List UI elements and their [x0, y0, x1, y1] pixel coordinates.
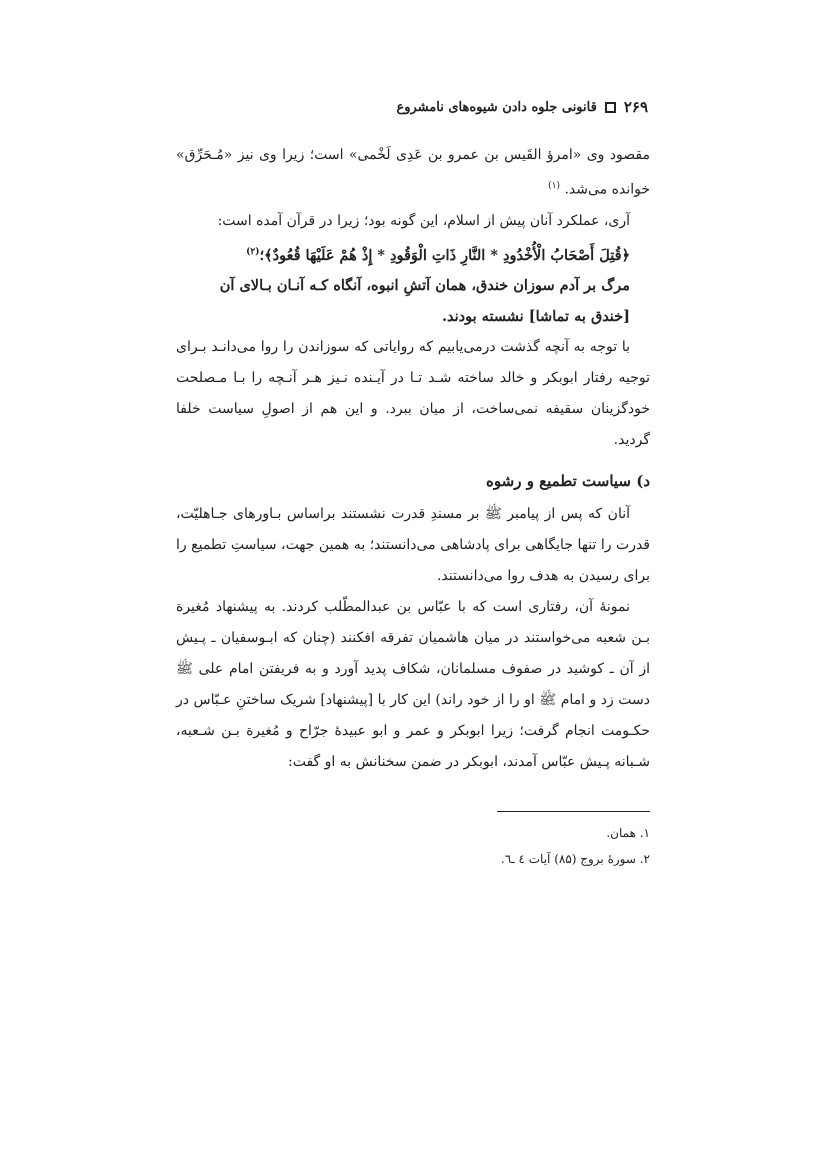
- footnote-ref: (۱): [548, 181, 561, 191]
- footnote: ۲. سورهٔ بروج (۸۵) آیات ٤ ـ٦.: [500, 852, 650, 866]
- paragraph: نمونهٔ آن، رفتاری است که با عبّاس بن عبدالمطّلب کردند. به پیشنهاد مُغیرة بـن شعبه می‌خواستند در میان هاشمیان تفرقه افکنند (چنان که ابـوسفیان ـ پـیش از آن ـ کوشید در صفوف مسلمانان، شکاف پدید آورد و به فریفتن امام علی ﷺ دست زد و امام ﷺ او را از خود راند) این کار با [پیشنهاد] شریک ساختنِ عـبّاس در حکـومت انجام گرفت؛ زیرا ابوبکر و عمر و ابو عبیدهٔ جرّاح و مُغیرة بـن شـعبه، شـبانه پـیش عبّاس آمدند، ابوبکر در ضمن سخنانش به او گفت:: [176, 599, 650, 771]
- page-number: ۲۶۹: [623, 98, 648, 116]
- quran-verse-text: ﴿قُتِلَ أَصْحَابُ الْأُخْدُودِ * النَّارِ ذَاتِ الْوَقُودِ * إِذْ هُمْ عَلَيْهَا قُعُودٌ﴾؛: [259, 246, 630, 264]
- square-box-icon: [605, 102, 616, 113]
- paragraph: آنان که پس از پیامبر ﷺ بر مسندِ قدرت نشستند براساس بـاورهای جـاهلیّت، قدرت را تنها جایگاهی برای پادشاهی می‌دانستند؛ به همین جهت، سیاستِ تطمیع را برای رسیدن به هدف روا می‌دانستند.: [176, 506, 650, 585]
- section-heading: د) سیاست تطمیع و رشوه: [486, 472, 650, 491]
- footnote-divider: [497, 811, 650, 812]
- footnote: ۱. همان.: [606, 826, 650, 840]
- paragraph-text: مقصود وی «امرؤ القَیس بن عمرو بن عَدِی لَخْمی» است؛ زیرا وی نیز «مُـحَرِّق» خوانده می‌شد.: [176, 147, 650, 198]
- verse-translation-continued: [خندق به تماشا] نشسته بودند.: [441, 308, 630, 326]
- footnote-ref: (۲): [246, 246, 260, 257]
- paragraph: [176, 140, 650, 206]
- footnotes: [176, 820, 650, 872]
- body-text: [176, 140, 650, 778]
- page-header: [178, 98, 648, 116]
- paragraph: آری، عملکرد آنان پیش از اسلام، این گونه بود؛ زیرا در قرآن آمده است:: [217, 212, 630, 229]
- verse-translation: مرگ بر آدم سوزان خندق، همان آتشِ انبوه، آنگاه کـه آنـان بـالای آن: [219, 277, 630, 295]
- quran-verse: [176, 237, 650, 271]
- paragraph: با توجه به آنچه گذشت درمی‌یابیم که روایاتی که سوزاندن را روا می‌دانـد بـرای توجیه رفتار ابوبکر و خالد ساخته شـد تـا در آیـنده نـیز هـر آنـچه را بـا مـصلحت خودگزینان سقیفه نمی‌ساخت، از میان ببرد. و این هم از اصولِ سیاست خلفا گردید.: [176, 339, 650, 449]
- running-title: قانونی جلوه دادن شیوه‌های نامشروع: [396, 99, 597, 115]
